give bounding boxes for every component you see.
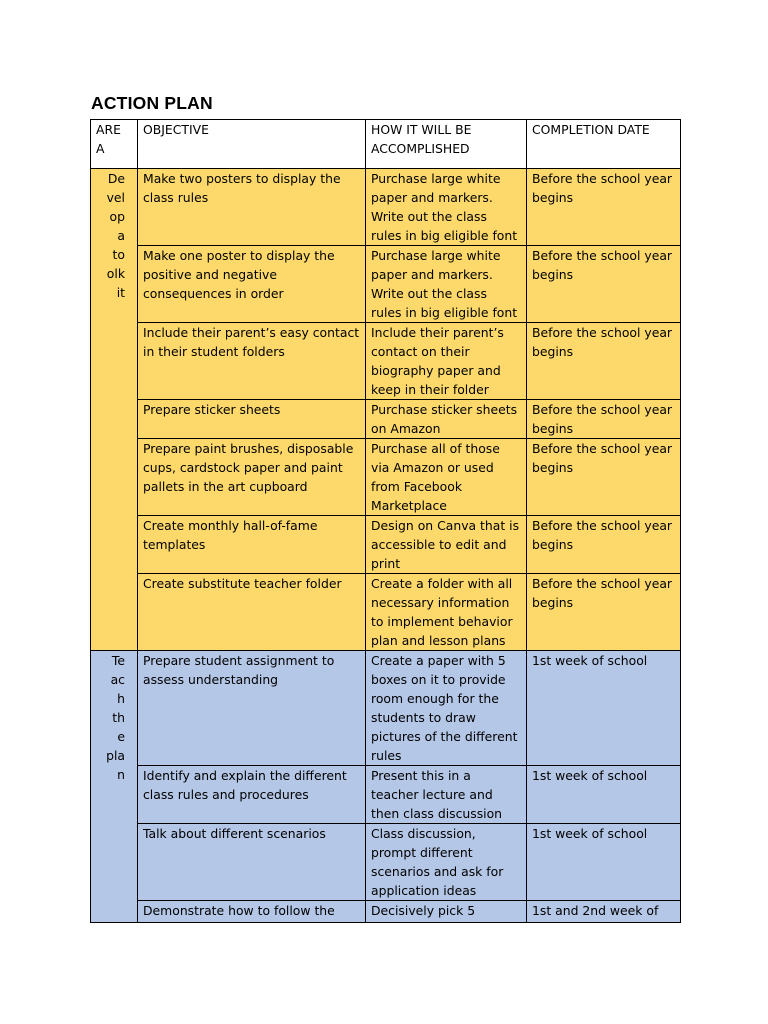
header-completion-date: COMPLETION DATE (527, 120, 681, 169)
table-row (91, 766, 681, 824)
table-row (91, 824, 681, 901)
objective-cell (138, 766, 366, 824)
table-row (91, 439, 681, 516)
objective-text: Prepare paint brushes, disposable cups, cardstock paper and paint pallets in the art cupboard (143, 441, 354, 494)
how-cell (366, 246, 527, 323)
completion-cell (527, 574, 681, 651)
objective-text: Prepare sticker sheets (143, 402, 281, 417)
completion-text: Before the school year begins (532, 518, 673, 552)
objective-cell (138, 516, 366, 574)
area-text-line: e (117, 729, 125, 744)
area-text-line: pla (106, 748, 125, 763)
how-cell (366, 516, 527, 574)
how-cell (366, 169, 527, 246)
area-text-line: a (117, 228, 125, 243)
completion-text: Before the school year begins (532, 325, 673, 359)
completion-cell (527, 651, 681, 766)
header-row (91, 120, 681, 169)
area-text-line: h (117, 691, 125, 706)
table-row (91, 901, 681, 923)
objective-cell (138, 574, 366, 651)
area-text-line: it (116, 285, 125, 300)
action-plan-table (90, 119, 681, 923)
objective-cell (138, 169, 366, 246)
area-text-line: De (107, 171, 125, 186)
completion-text: Before the school year begins (532, 171, 673, 205)
table-row (91, 246, 681, 323)
completion-cell (527, 246, 681, 323)
how-text: Create a folder with all necessary information to implement behavior plan and lesson plans (371, 576, 513, 648)
completion-text: 1st and 2nd week of (532, 903, 659, 918)
how-text: Purchase large white paper and markers. Write out the class rules in big eligible font (371, 171, 518, 243)
how-text: Class discussion, prompt different scenarios and ask for application ideas (371, 826, 504, 898)
completion-cell (527, 169, 681, 246)
completion-cell (527, 439, 681, 516)
how-text: Include their parent’s contact on their biography paper and keep in their folder (371, 325, 504, 397)
completion-cell (527, 766, 681, 824)
objective-text: Demonstrate how to follow the (143, 903, 335, 918)
area-text-line: vel (106, 190, 125, 205)
area-text-line: th (112, 710, 125, 725)
completion-text: 1st week of school (532, 826, 648, 841)
objective-text: Create monthly hall-of-fame templates (143, 518, 318, 552)
objective-cell (138, 824, 366, 901)
completion-text: Before the school year begins (532, 441, 673, 475)
objective-cell (138, 323, 366, 400)
completion-cell (527, 400, 681, 439)
how-cell (366, 901, 527, 923)
objective-cell (138, 400, 366, 439)
completion-text: Before the school year begins (532, 402, 673, 436)
objective-text: Prepare student assignment to assess understanding (143, 653, 335, 687)
objective-text: Make one poster to display the positive and negative consequences in order (143, 248, 335, 301)
how-text: Create a paper with 5 boxes on it to provide room enough for the students to draw pictures of the different rules (371, 653, 518, 763)
table-row (91, 169, 681, 246)
area-text-line: Te (111, 653, 125, 668)
area-text-line: olk (106, 266, 125, 281)
table-row (91, 574, 681, 651)
table-row (91, 516, 681, 574)
objective-text: Talk about different scenarios (143, 826, 326, 841)
how-cell (366, 651, 527, 766)
objective-cell (138, 439, 366, 516)
how-cell (366, 766, 527, 824)
how-cell (366, 439, 527, 516)
objective-cell (138, 901, 366, 923)
table-row (91, 400, 681, 439)
completion-text: Before the school year begins (532, 248, 673, 282)
how-cell (366, 323, 527, 400)
completion-cell (527, 516, 681, 574)
table-row (91, 323, 681, 400)
how-cell (366, 824, 527, 901)
objective-text: Include their parent’s easy contact in their student folders (143, 325, 360, 359)
area-text-line: n (117, 767, 125, 782)
how-text: Purchase sticker sheets on Amazon (371, 402, 518, 436)
how-cell (366, 574, 527, 651)
completion-text: 1st week of school (532, 768, 648, 783)
completion-text: Before the school year begins (532, 576, 673, 610)
document-title: ACTION PLAN (91, 93, 213, 113)
header-area: ARE A (91, 120, 138, 169)
objective-text: Make two posters to display the class rules (143, 171, 341, 205)
objective-cell (138, 651, 366, 766)
header-how: HOW IT WILL BE ACCOMPLISHED (366, 120, 527, 169)
how-text: Present this in a teacher lecture and then class discussion (371, 768, 503, 821)
completion-cell (527, 323, 681, 400)
how-cell (366, 400, 527, 439)
header-objective: OBJECTIVE (138, 120, 366, 169)
how-text: Decisively pick 5 (371, 903, 476, 918)
objective-cell (138, 246, 366, 323)
table-row (91, 651, 681, 766)
how-text: Purchase large white paper and markers. Write out the class rules in big eligible font (371, 248, 518, 320)
area-cell (91, 169, 138, 651)
how-text: Design on Canva that is accessible to edit and print (371, 518, 520, 571)
completion-text: 1st week of school (532, 653, 648, 668)
objective-text: Create substitute teacher folder (143, 576, 342, 591)
how-text: Purchase all of those via Amazon or used from Facebook Marketplace (371, 441, 500, 513)
area-text-line: to (112, 247, 125, 262)
area-text-line: ac (110, 672, 125, 687)
completion-cell (527, 824, 681, 901)
completion-cell (527, 901, 681, 923)
area-cell (91, 651, 138, 923)
area-text-line: op (109, 209, 125, 224)
objective-text: Identify and explain the different class rules and procedures (143, 768, 347, 802)
